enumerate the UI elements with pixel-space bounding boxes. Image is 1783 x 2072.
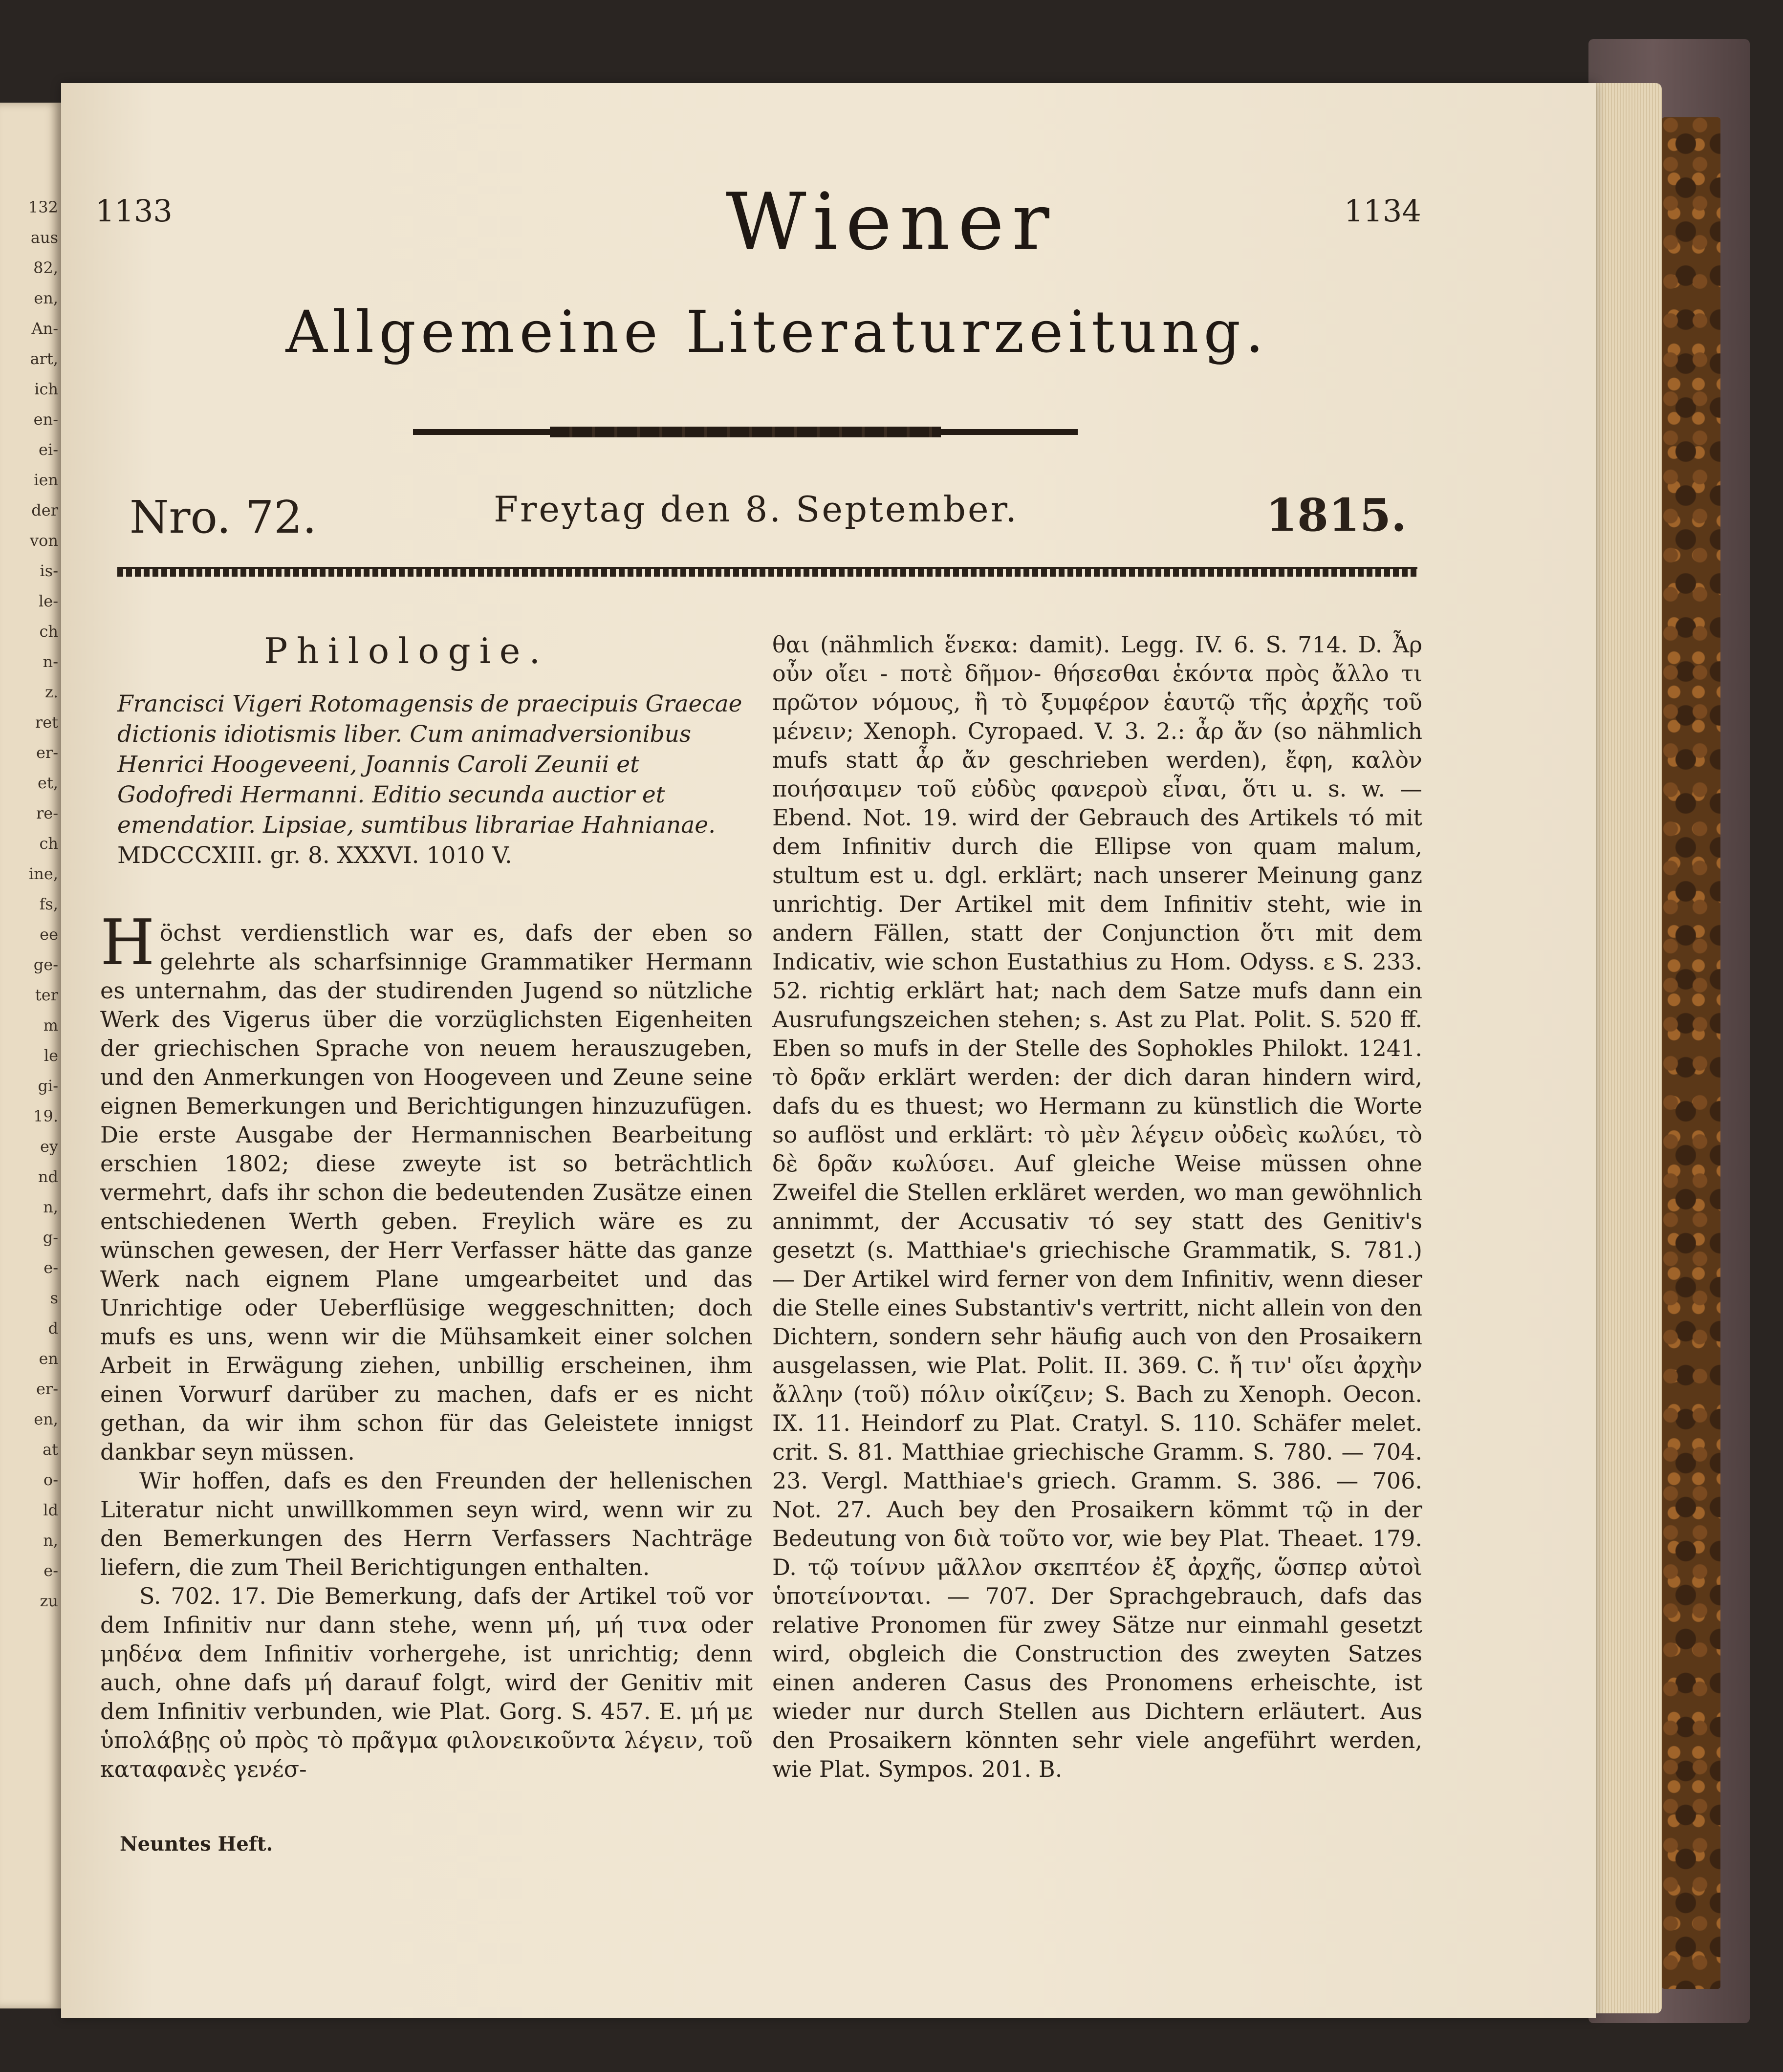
left-page-fragment: le (43, 1046, 58, 1065)
left-page-fragment: o- (43, 1470, 58, 1489)
left-page-fragment: s (50, 1289, 58, 1307)
left-page-fragment: re- (36, 804, 58, 822)
left-page-fragment: ei- (39, 440, 58, 459)
left-page-fragment: z. (44, 683, 58, 701)
left-page-fragment: is- (40, 561, 58, 580)
left-page-fragment: en, (34, 1410, 58, 1428)
left-facing-page (0, 103, 61, 2008)
left-page-fragment: le- (39, 592, 58, 610)
signature-mark: Neuntes Heft. (120, 1833, 273, 1856)
left-page-fragment: ter (35, 986, 58, 1004)
left-page-fragment: en, (34, 289, 58, 307)
paragraph-2: Wir hoffen, dafs es den Freunden der hellenischen Literatur nicht unwillkommen seyn wird, wenn wir zu den Bemerkungen des Herrn Verfassers Nachträge liefern, die zum Theil Berichtigungen enthalten. (100, 1468, 753, 1580)
issue-number: Nro. 72. (130, 491, 317, 543)
left-page-fragment: art, (30, 349, 58, 368)
left-page-fragment: at (43, 1440, 58, 1459)
text-column-right (772, 630, 1422, 1784)
left-page-fragment: ee (40, 925, 58, 944)
paragraph-1-text: öchst verdienstlich war es, dafs der eben so gelehrte als scharfsinnige Grammatiker Hermann es unternahm, das der studirenden Jugend so nützliche Werk des Vigerus über die vorzüglichsten Eigenheiten der griechischen Sprache von neuem herauszugeben, und den Anmerkungen von Hoogeveen und Zeune seine eignen Bemerkungen und Berichtigungen hinzuzufügen. Die erste Ausgabe der Hermannischen Bearbeitung erschien 1802; diese zweyte ist so beträchtlich vermehrt, dafs ihr schon die bedeutenden Zusätze einen entschiedenen Werth geben. Freylich wäre es zu wünschen gewesen, der Herr Verfasser hätte das ganze Werk nach eignem Plane umgearbeitet und das Unrichtige oder Ueberflüsige weggeschnitten; doch mufs es uns, wenn wir die Mühsamkeit einer solchen Arbeit in Erwägung ziehen, unbillig erscheinen, ihm einen Vorwurf darüber zu machen, dafs er es nicht gethan, da wir ihm schon für das Geleistete innigst dankbar seyn müssen. (100, 920, 753, 1465)
book-citation (117, 689, 753, 871)
left-page-fragment: An- (31, 319, 58, 338)
citation-title: Francisci Vigeri Rotomagensis de praecipuis Graecae dictionis idiotismis liber. Cum animadversionibus Henrici Hoogeveeni, Joannis Caroli Zeunii et Godofredi Hermanni. Editio secunda auctior et emendatior. Lipsiae, sumtibus librariae Hahnianae. (117, 691, 742, 839)
left-page-fragment: m (43, 1016, 58, 1035)
section-heading: Philologie. (264, 630, 549, 671)
left-page-fragment: n, (43, 1198, 58, 1216)
left-page-fragment: ey (40, 1137, 58, 1156)
left-page-fragment: ch (39, 622, 58, 641)
left-page-fragment: der (31, 501, 58, 519)
page-stack-edge (1588, 83, 1662, 2013)
left-page-fragment: 19. (33, 1107, 58, 1125)
paragraph-1 (100, 906, 753, 1467)
masthead-rule (413, 429, 1078, 435)
left-page-fragment: en (39, 1349, 58, 1368)
left-page-fragment: ine, (29, 864, 58, 883)
left-page-fragment: n- (43, 652, 58, 671)
page-number-left: 1133 (95, 193, 173, 229)
left-page-fragment: ge- (33, 955, 58, 974)
paragraph-continued: θαι (nähmlich ἕνεκα: damit). Legg. IV. 6. S. 714. D. Ἆρ οὖν οἴει ‑ ποτὲ δῆμον‑ θήσεσθαι ἑκόντα πρὸς ἄλλο τι πρῶτον νόμους, ἢ τὸ ξυμφέρον ἑαυτῷ τῆς ἀρχῆς τοῦ μένειν; Xenoph. Cyropaed. V. 3. 2.: ἆρ ἄν (so nähmlich mufs statt ἆρ ἄν geschrieben werden), ἔφη, καλὸν ποιήσαιμεν τοῦ εὐδὺς φανεροὺ εἶναι, ὅτι u. s. w. — Ebend. Not. 19. wird der Gebrauch des Artikels τό mit dem Infinitiv durch die Ellipse von quam malum, stultum est u. dgl. erklärt; nach unserer Meinung ganz unrichtig. Der Artikel mit dem Infinitiv steht, wie in andern Fällen, statt der Conjunction ὅτι mit dem Indicativ, wie schon Eustathius zu Hom. Odyss. ε S. 233. 52. richtig erklärt hat; nach dem Satze mufs dann ein Ausrufungszeichen stehen; s. Ast zu Plat. Polit. S. 520 ff. Eben so mufs in der Stelle des Sophokles Philokt. 1241. τὸ δρᾶν erklärt werden: der dich daran hindern wird, dafs du es thuest; wo Hermann zu künstlich die Worte so auflöst und erklärt: τὸ μὲν λέγειν οὐδεὶς κωλύει, τὸ δὲ δρᾶν κωλύσει. Auf gleiche Weise müssen ohne Zweifel die Stellen erkläret werden, wo man gewöhnlich annimmt, der Accusativ τό sey statt des Genitiv's gesetzt (s. Matthiae's griechische Grammatik, S. 781.) — Der Artikel wird ferner von dem Infinitiv, wenn dieser die Stelle eines Substantiv's vertritt, nicht allein von den Dichtern, sondern sehr häufig auch von den Prosaikern ausgelassen, wie Plat. Polit. II. 369. C. ἤ τιν' οἴει ἀρχὴν ἄλλην (τοῦ) πόλιν οἰκίζειν; S. Bach zu Xenoph. Oecon. IX. 11. Heindorf zu Plat. Cratyl. S. 110. Schäfer melet. crit. S. 81. Matthiae griechische Gramm. S. 780. — 704. 23. Vergl. Matthiae's griech. Gramm. S. 386. — 706. Not. 27. Auch bey den Prosaikern kömmt τῷ in der Bedeutung von διὰ τοῦτο vor, wie bey Plat. Theaet. 179. D. τῷ τοίνυν μᾶλλον σκεπτέον ἐξ ἀρχῆς, ὥσπερ αὐτοὶ ὑποτείνονται. — 707. Der Sprachgebrauch, dafs das relative Pronomen für zwey Sätze nur einmahl gesetzt wird, obgleich die Construction des zweyten Satzes einen anderen Casus des Pronomens erheischte, ist wieder nur durch Stellen aus Dichtern erläutert. Aus den Prosaikern könnten sehr viele angeführt werden, wie Plat. Sympos. 201. B. (772, 631, 1422, 1782)
decorative-rule (117, 567, 1417, 577)
left-page-fragment: ien (34, 471, 58, 489)
left-page-fragment: et, (38, 774, 58, 792)
page-number-right: 1134 (1344, 193, 1421, 229)
left-page-fragment: ich (34, 380, 58, 398)
left-page-fragment: fs, (39, 895, 58, 913)
left-page-fragment: zu (40, 1592, 58, 1610)
drop-cap: H (100, 906, 155, 979)
left-page-fragment: e- (43, 1258, 58, 1277)
left-page-fragment: d (48, 1319, 58, 1338)
left-page-fragment: 82, (33, 259, 58, 277)
left-page-fragment: ch (39, 834, 58, 853)
left-page-fragment: ret (35, 713, 58, 732)
citation-details: MDCCCXIII. gr. 8. XXXVI. 1010 V. (117, 842, 512, 869)
left-page-fragment: er- (36, 1380, 58, 1398)
masthead-subtitle: Allgemeine Literaturzeitung. (285, 298, 1269, 366)
left-page-fragment: er- (36, 743, 58, 762)
left-page-fragment: 132 (28, 198, 58, 216)
left-page-fragment: gi- (38, 1077, 58, 1095)
left-page-fragment: nd (38, 1167, 58, 1186)
issue-date: Freytag den 8. September. (494, 489, 1019, 530)
paragraph-3: S. 702. 17. Die Bemerkung, dafs der Artikel τοῦ vor dem Infinitiv nur dann stehe, wenn μή, μή τινα oder μηδένα dem Infinitiv vorhergehe, ist unrichtig; denn auch, ohne dafs μή darauf folgt, wird der Genitiv mit dem Infinitiv verbunden, wie Plat. Gorg. S. 457. E. μή με ὑπολάβῃς οὐ πρὸς τὸ πρᾶγμα φιλονεικοῦντα λέγειν, τοῦ καταφανὲς γενέσ- (100, 1583, 753, 1782)
left-page-fragment: en- (33, 410, 58, 429)
left-page-fragment: aus (30, 228, 58, 247)
marbled-book-edge (1662, 117, 1720, 1989)
text-column-left (100, 906, 753, 1784)
left-page-fragment: g- (43, 1228, 58, 1247)
left-page-fragment: von (30, 531, 58, 550)
masthead-title: Wiener (726, 176, 1057, 267)
issue-year: 1815. (1266, 489, 1407, 541)
left-page-fragment: n, (43, 1531, 58, 1550)
left-page-fragment: ld (43, 1501, 58, 1519)
left-page-fragment: e- (43, 1561, 58, 1580)
